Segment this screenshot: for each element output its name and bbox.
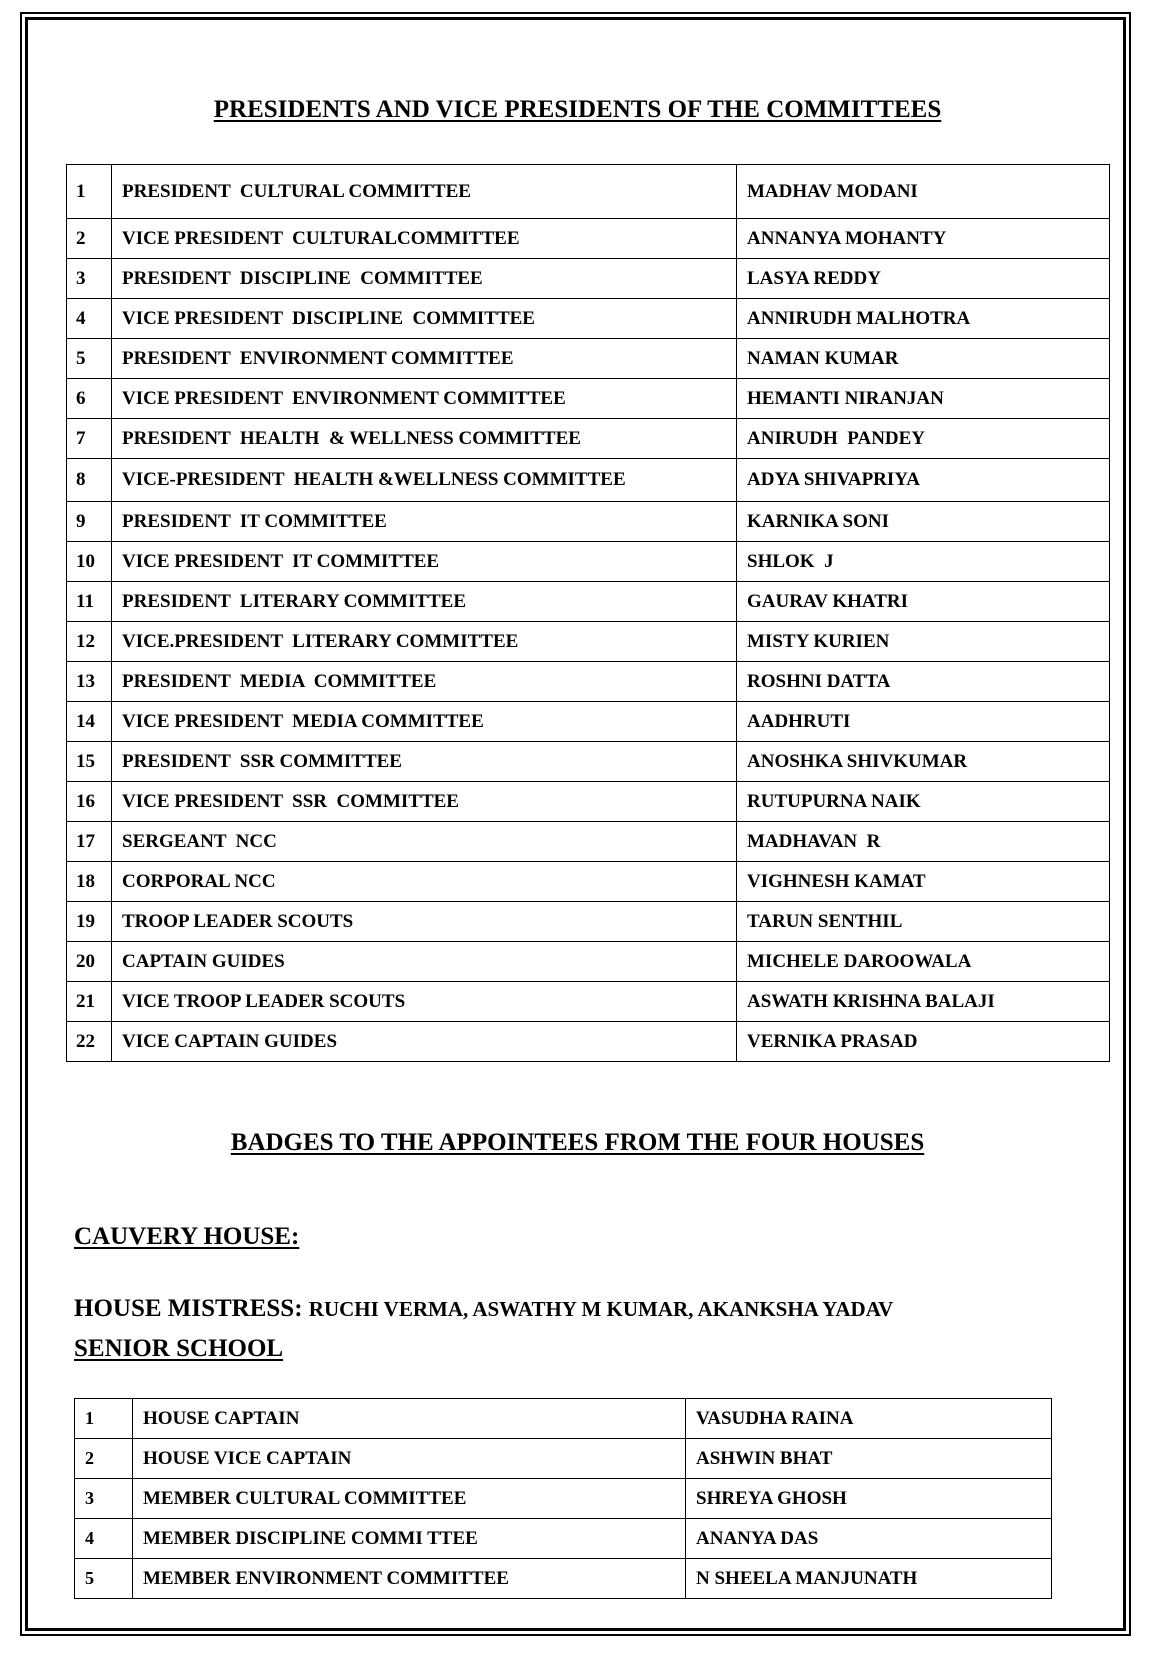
committee-cell-role: PRESIDENT CULTURAL COMMITTEE: [112, 165, 737, 219]
committee-cell-name: GAURAV KHATRI: [737, 582, 1110, 622]
committee-cell-name: MICHELE DAROOWALA: [737, 942, 1110, 982]
committee-cell-role: VICE CAPTAIN GUIDES: [112, 1022, 737, 1062]
house-cell-name: SHREYA GHOSH: [686, 1479, 1052, 1519]
committee-row: [67, 702, 1110, 742]
house-cell-role: MEMBER DISCIPLINE COMMI TTEE: [133, 1519, 686, 1559]
committee-cell-num: 10: [67, 542, 112, 582]
committee-cell-num: 9: [67, 502, 112, 542]
committee-cell-name: NAMAN KUMAR: [737, 339, 1110, 379]
committee-cell-role: CORPORAL NCC: [112, 862, 737, 902]
committee-row: [67, 542, 1110, 582]
committee-cell-role: VICE PRESIDENT IT COMMITTEE: [112, 542, 737, 582]
committee-cell-name: ANOSHKA SHIVKUMAR: [737, 742, 1110, 782]
committee-cell-num: 2: [67, 219, 112, 259]
committee-row: [67, 982, 1110, 1022]
committee-row: [67, 419, 1110, 459]
house-cell-num: 4: [75, 1519, 133, 1559]
committee-row: [67, 459, 1110, 502]
committee-cell-name: ROSHNI DATTA: [737, 662, 1110, 702]
committee-cell-name: HEMANTI NIRANJAN: [737, 379, 1110, 419]
page-title: PRESIDENTS AND VICE PRESIDENTS OF THE COMMITTEES: [213, 96, 942, 123]
house-cell-num: 1: [75, 1399, 133, 1439]
committee-cell-name: VERNIKA PRASAD: [737, 1022, 1110, 1062]
committee-cell-num: 5: [67, 339, 112, 379]
committee-cell-name: ADYA SHIVAPRIYA: [737, 459, 1110, 502]
committee-cell-role: PRESIDENT MEDIA COMMITTEE: [112, 662, 737, 702]
committee-cell-role: VICE PRESIDENT ENVIRONMENT COMMITTEE: [112, 379, 737, 419]
house-cell-name: N SHEELA MANJUNATH: [686, 1559, 1052, 1599]
house-cell-name: ANANYA DAS: [686, 1519, 1052, 1559]
house-cell-num: 5: [75, 1559, 133, 1599]
house-cell-role: MEMBER CULTURAL COMMITTEE: [133, 1479, 686, 1519]
committee-cell-num: 8: [67, 459, 112, 502]
committee-cell-num: 19: [67, 902, 112, 942]
committee-row: [67, 622, 1110, 662]
committee-cell-num: 15: [67, 742, 112, 782]
committee-row: [67, 942, 1110, 982]
house-mistress-label: HOUSE MISTRESS:: [74, 1295, 309, 1322]
committee-cell-name: MADHAV MODANI: [737, 165, 1110, 219]
committee-cell-name: ANIRUDH PANDEY: [737, 419, 1110, 459]
section-heading: SENIOR SCHOOL: [74, 1335, 284, 1362]
committee-cell-name: MISTY KURIEN: [737, 622, 1110, 662]
house-cell-name: ASHWIN BHAT: [686, 1439, 1052, 1479]
committee-row: [67, 379, 1110, 419]
committee-cell-num: 6: [67, 379, 112, 419]
committee-cell-role: VICE-PRESIDENT HEALTH &WELLNESS COMMITTEE: [112, 459, 737, 502]
committee-row: [67, 582, 1110, 622]
committee-cell-num: 4: [67, 299, 112, 339]
committee-cell-name: ANNANYA MOHANTY: [737, 219, 1110, 259]
committee-cell-num: 11: [67, 582, 112, 622]
committee-cell-name: ANNIRUDH MALHOTRA: [737, 299, 1110, 339]
committee-cell-num: 3: [67, 259, 112, 299]
committee-row: [67, 299, 1110, 339]
badges-heading: BADGES TO THE APPOINTEES FROM THE FOUR HOUSES: [230, 1129, 925, 1156]
committee-row: [67, 1022, 1110, 1062]
house-row: [75, 1559, 1052, 1599]
committee-cell-num: 18: [67, 862, 112, 902]
committee-cell-role: SERGEANT NCC: [112, 822, 737, 862]
house-row: [75, 1479, 1052, 1519]
committee-cell-name: AADHRUTI: [737, 702, 1110, 742]
committee-cell-name: LASYA REDDY: [737, 259, 1110, 299]
house-row: [75, 1399, 1052, 1439]
committee-cell-role: PRESIDENT IT COMMITTEE: [112, 502, 737, 542]
committee-cell-name: SHLOK J: [737, 542, 1110, 582]
committee-cell-role: CAPTAIN GUIDES: [112, 942, 737, 982]
committee-cell-role: VICE.PRESIDENT LITERARY COMMITTEE: [112, 622, 737, 662]
committee-row: [67, 782, 1110, 822]
committee-row: [67, 862, 1110, 902]
committee-cell-role: VICE TROOP LEADER SCOUTS: [112, 982, 737, 1022]
house-mistress-line: [74, 1295, 893, 1323]
committee-row: [67, 259, 1110, 299]
committee-cell-name: MADHAVAN R: [737, 822, 1110, 862]
committee-cell-role: VICE PRESIDENT CULTURALCOMMITTEE: [112, 219, 737, 259]
committee-cell-num: 20: [67, 942, 112, 982]
committee-cell-role: TROOP LEADER SCOUTS: [112, 902, 737, 942]
committee-table: [66, 164, 1110, 1062]
committee-row: [67, 662, 1110, 702]
committee-row: [67, 219, 1110, 259]
committee-row: [67, 822, 1110, 862]
committee-cell-num: 12: [67, 622, 112, 662]
committee-cell-num: 21: [67, 982, 112, 1022]
house-row: [75, 1439, 1052, 1479]
committee-cell-name: TARUN SENTHIL: [737, 902, 1110, 942]
committee-cell-role: PRESIDENT LITERARY COMMITTEE: [112, 582, 737, 622]
house-cell-num: 3: [75, 1479, 133, 1519]
committee-cell-num: 16: [67, 782, 112, 822]
committee-cell-role: VICE PRESIDENT DISCIPLINE COMMITTEE: [112, 299, 737, 339]
house-row: [75, 1519, 1052, 1559]
committee-row: [67, 339, 1110, 379]
house-cell-name: VASUDHA RAINA: [686, 1399, 1052, 1439]
committee-cell-role: PRESIDENT HEALTH & WELLNESS COMMITTEE: [112, 419, 737, 459]
house-mistress-names: RUCHI VERMA, ASWATHY M KUMAR, AKANKSHA YADAV: [308, 1297, 894, 1321]
committee-cell-name: ASWATH KRISHNA BALAJI: [737, 982, 1110, 1022]
house-table: [74, 1398, 1052, 1599]
committee-cell-role: PRESIDENT DISCIPLINE COMMITTEE: [112, 259, 737, 299]
committee-cell-num: 7: [67, 419, 112, 459]
committee-row: [67, 742, 1110, 782]
committee-cell-role: PRESIDENT ENVIRONMENT COMMITTEE: [112, 339, 737, 379]
committee-cell-num: 17: [67, 822, 112, 862]
committee-row: [67, 902, 1110, 942]
house-cell-num: 2: [75, 1439, 133, 1479]
committee-cell-num: 22: [67, 1022, 112, 1062]
house-heading: CAUVERY HOUSE:: [74, 1223, 300, 1250]
committee-row: [67, 165, 1110, 219]
committee-cell-name: RUTUPURNA NAIK: [737, 782, 1110, 822]
committee-cell-num: 1: [67, 165, 112, 219]
committee-cell-name: VIGHNESH KAMAT: [737, 862, 1110, 902]
house-cell-role: HOUSE CAPTAIN: [133, 1399, 686, 1439]
committee-row: [67, 502, 1110, 542]
committee-cell-role: PRESIDENT SSR COMMITTEE: [112, 742, 737, 782]
committee-cell-role: VICE PRESIDENT SSR COMMITTEE: [112, 782, 737, 822]
house-cell-role: MEMBER ENVIRONMENT COMMITTEE: [133, 1559, 686, 1599]
committee-cell-num: 14: [67, 702, 112, 742]
house-cell-role: HOUSE VICE CAPTAIN: [133, 1439, 686, 1479]
committee-cell-num: 13: [67, 662, 112, 702]
committee-cell-name: KARNIKA SONI: [737, 502, 1110, 542]
committee-cell-role: VICE PRESIDENT MEDIA COMMITTEE: [112, 702, 737, 742]
